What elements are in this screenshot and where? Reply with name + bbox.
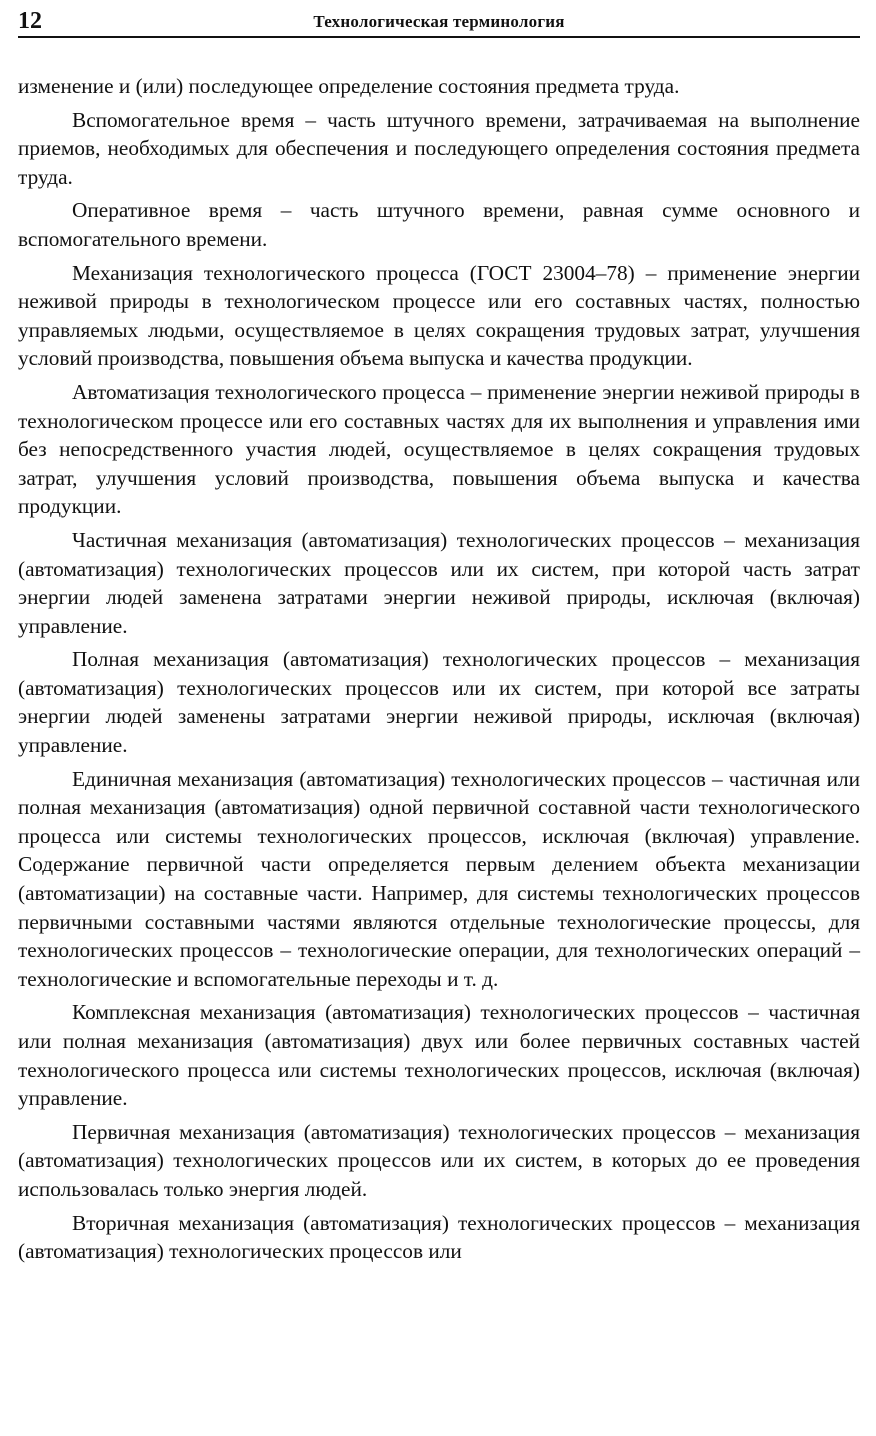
page-number: 12 xyxy=(18,8,42,34)
paragraph-primary-mechanization: Первичная механизация (автоматизация) технологических процессов – механизация (автоматизация) технологических процессов или их систем, в которых до ее проведения использовалась только энергия людей. xyxy=(18,1119,860,1201)
paragraph-single-mechanization: Единичная механизация (автоматизация) технологических процессов – частичная или полная механизация (автоматизация) одной первичной составной части технологического процесса или системы технологических процессов, исключая (включая) управление. Содержание первичной части определяется первым делением объекта механизации (автоматизации) на составные части. Например, для системы технологических процессов первичными составными частями являются отдельные технологические процессы, для технологических процессов – технологические операции, для технологических операций – технологические и вспомогательные переходы и т. д. xyxy=(18,766,860,991)
paragraph-secondary-mechanization: Вторичная механизация (автоматизация) технологических процессов – механизация (автоматизация) технологических процессов или xyxy=(18,1210,860,1264)
running-head xyxy=(18,6,860,38)
paragraph-partial-mechanization: Частичная механизация (автоматизация) технологических процессов – механизация (автоматизация) технологических процессов или их систем, при которой часть затрат энергии людей заменена затратами энергии неживой природы, исключая (включая) управление. xyxy=(18,527,860,638)
paragraph-continuation: изменение и (или) последующее определение состояния предмета труда. xyxy=(18,74,680,98)
book-page xyxy=(18,6,860,1271)
paragraph-operative-time: Оперативное время – часть штучного времени, равная сумме основного и вспомогательного времени. xyxy=(18,198,860,251)
paragraph-complex-mechanization: Комплексная механизация (автоматизация) технологических процессов – частичная или полная механизация (автоматизация) двух или более первичных составных частей технологического процесса или системы технологических процессов, исключая (включая) управление. xyxy=(18,1000,860,1111)
body-text xyxy=(18,72,860,1266)
paragraph-process-mechanization: Механизация технологического процесса (ГОСТ 23004–78) – применение энергии неживой природы в технологическом процессе или его составных частях, полностью управляемых людьми, осуществляемое в целях сокращения трудовых затрат, улучшения условий производства, повышения объема выпуска и качества продукции. xyxy=(18,260,860,371)
running-head-title: Технологическая терминология xyxy=(313,12,565,31)
paragraph-full-mechanization: Полная механизация (автоматизация) технологических процессов – механизация (автоматизация) технологических процессов или их систем, при которой все затраты энергии людей заменены затратами энергии неживой природы, исключая (включая) управление. xyxy=(18,647,860,758)
paragraph-process-automation: Автоматизация технологического процесса – применение энергии неживой природы в технологическом процессе или его составных частях для их выполнения и управления ими без непосредственного участия людей, осуществляемое в целях сокращения трудовых затрат, улучшения условий производства, повышения объема выпуска и качества продукции. xyxy=(18,379,860,519)
paragraph-auxiliary-time: Вспомогательное время – часть штучного времени, затрачиваемая на выполнение приемов, необходимых для обеспечения и последующего определения состояния предмета труда. xyxy=(18,107,860,189)
